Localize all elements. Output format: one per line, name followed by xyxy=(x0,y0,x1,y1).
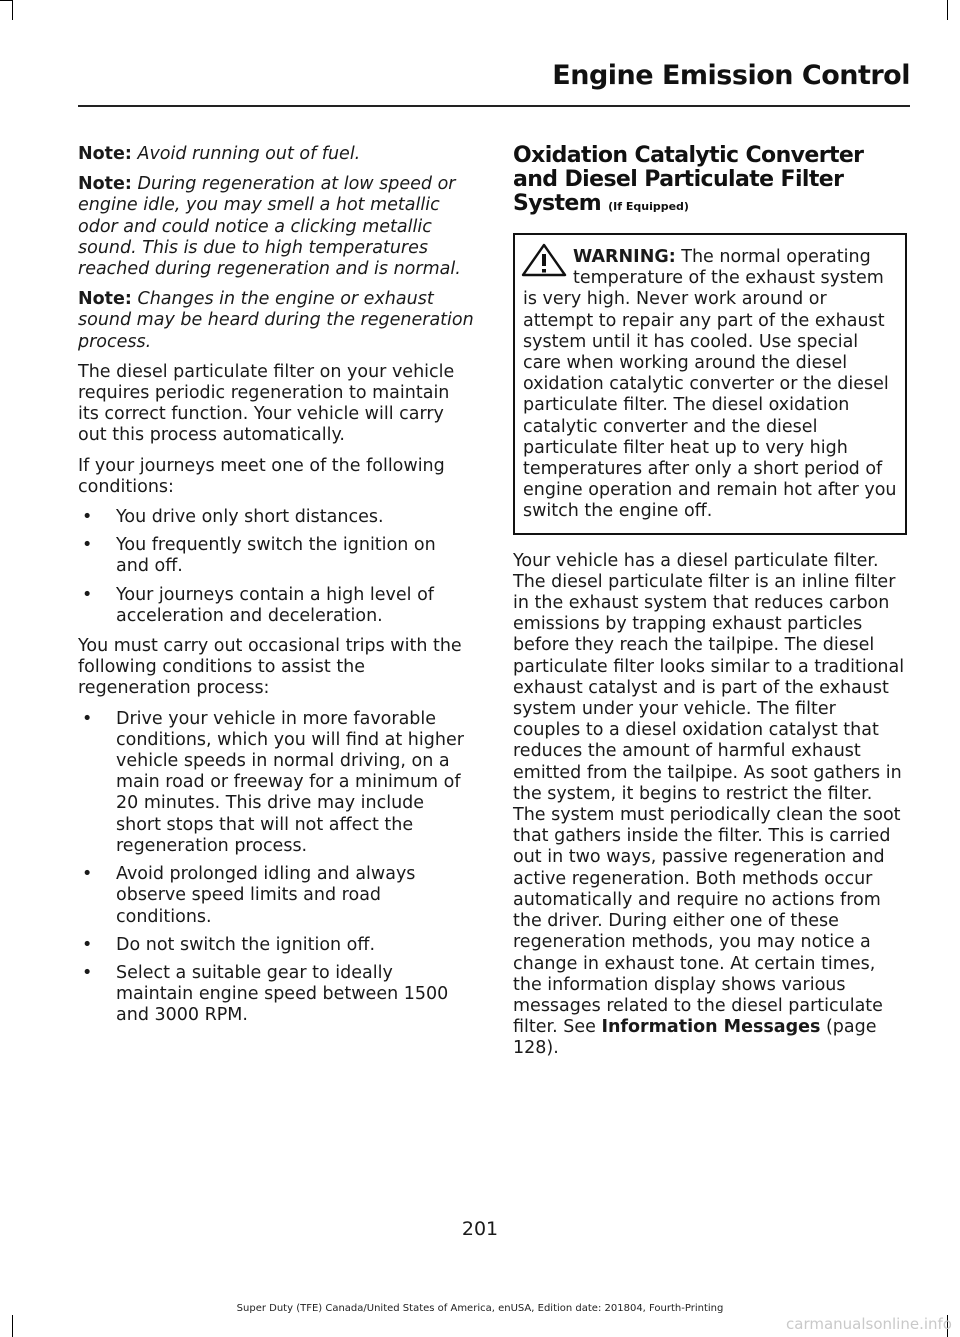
paragraph-dpf-regeneration: The diesel particulate filter on your vehicle requires periodic regeneration to maintain its correct function. Your vehicle will carry out this process automatically. xyxy=(78,361,455,446)
page-number: 201 xyxy=(461,1218,499,1240)
list-item-text: Your journeys contain a high level of acceleration and deceleration. xyxy=(116,584,434,626)
bullet-icon: • xyxy=(82,507,93,528)
note-text: Changes in the engine or exhaust sound may be heard during the regeneration process. xyxy=(78,289,474,352)
right-column xyxy=(513,144,907,1069)
list-item-text: Avoid prolonged idling and always observe speed limits and road conditions. xyxy=(116,864,416,927)
warning-triangle-icon xyxy=(521,243,567,275)
left-column xyxy=(78,144,474,1036)
conditions-list xyxy=(78,507,474,627)
body-text: Your vehicle has a diesel particulate filter. The diesel particulate filter is an inline filter in the exhaust system that reduces carbon emissions by trapping exhaust particles before they reach the tailpipe. The diesel particulate filter looks similar to a traditional exhaust catalyst and is part of the exhaust system under your vehicle. The filter couples to a diesel oxidation catalyst that reduces the amount of harmful exhaust emitted from the tailpipe. As soot gathers in the system, it begins to restrict the filter. The system must periodically clean the soot that gathers inside the filter. This is carried out in two ways, passive regeneration and active regeneration. Both methods occur automatically and require no actions from the driver. During either one of these regeneration methods, you may notice a change in exhaust tone. At certain times, the information display shows various messages related to the diesel particulate filter. See xyxy=(513,550,905,1038)
list-item-text: You frequently switch the ignition on and off. xyxy=(116,535,436,577)
note-label: Note: xyxy=(78,144,132,164)
list-item-text: Drive your vehicle in more favorable conditions, which you will find at higher vehicle speeds in normal driving, on a main road or freeway for a minimum of 20 minutes. This drive may include short stops that will not affect the regeneration process. xyxy=(116,708,464,856)
list-item xyxy=(78,864,474,928)
list-item xyxy=(78,535,474,577)
note-label: Note: xyxy=(78,174,132,195)
section-qualifier: (If Equipped) xyxy=(608,200,689,213)
note-regeneration-smell xyxy=(78,174,474,280)
warning-box xyxy=(513,233,907,535)
crop-mark-top-left-vertical xyxy=(12,0,13,20)
warning-label: WARNING: xyxy=(573,247,676,267)
list-item-text: You drive only short distances. xyxy=(116,507,384,528)
header-divider xyxy=(78,105,910,107)
page-title: Engine Emission Control xyxy=(552,60,910,91)
note-engine-sound xyxy=(78,289,474,353)
crop-mark-bottom-left xyxy=(12,1315,13,1337)
list-item xyxy=(78,585,474,627)
note-text: Avoid running out of fuel. xyxy=(137,144,361,164)
bullet-icon: • xyxy=(82,708,93,729)
crop-mark-top-left xyxy=(0,0,12,1)
paragraph-journey-conditions: If your journeys meet one of the following conditions: xyxy=(78,455,445,497)
list-item xyxy=(78,709,474,857)
list-item xyxy=(78,507,474,528)
warning-text: The normal operating temperature of the exhaust system is very high. Never work around or attempt to repair any part of the exhaust system until it has cooled. Use special care when working around the diesel oxidation catalytic converter or the diesel particulate filter. The diesel oxidation catalytic converter and the diesel particulate filter heat up to very high temperatures after only a short period of engine operation and remain hot after you switch the engine off. xyxy=(523,247,897,522)
xref-page: (page 128). xyxy=(513,1017,877,1059)
paragraph-dpf-description xyxy=(513,551,907,1060)
list-item xyxy=(78,935,474,956)
paragraph-occasional-trips: You must carry out occasional trips with the following conditions to assist the regeneration process: xyxy=(78,636,462,699)
note-text: During regeneration at low speed or engine idle, you may smell a hot metallic odor and could notice a clicking metallic sound. This is due to high temperatures reached during regeneration and is normal. xyxy=(78,174,461,280)
section-heading xyxy=(513,144,907,219)
note-fuel xyxy=(78,144,474,165)
list-item xyxy=(78,963,474,1027)
bullet-icon: • xyxy=(82,584,93,605)
note-label: Note: xyxy=(78,289,132,310)
trip-conditions-list xyxy=(78,709,474,1027)
crop-mark-top-right xyxy=(947,0,948,20)
bullet-icon: • xyxy=(82,535,93,556)
list-item-text: Do not switch the ignition off. xyxy=(116,934,376,955)
section-title: Oxidation Catalytic Converter and Diesel Particulate Filter System xyxy=(513,143,864,216)
bullet-icon: • xyxy=(82,864,93,885)
bullet-icon: • xyxy=(82,934,93,955)
information-messages-link[interactable]: Information Messages xyxy=(601,1017,821,1038)
watermark: carmanualsonline.info xyxy=(786,1315,952,1333)
bullet-icon: • xyxy=(82,962,93,983)
footer-edition-info: Super Duty (TFE) Canada/United States of America, enUSA, Edition date: 201804, Fourth-Printing xyxy=(236,1303,724,1314)
list-item-text: Select a suitable gear to ideally maintain engine speed between 1500 and 3000 RPM. xyxy=(116,962,449,1026)
